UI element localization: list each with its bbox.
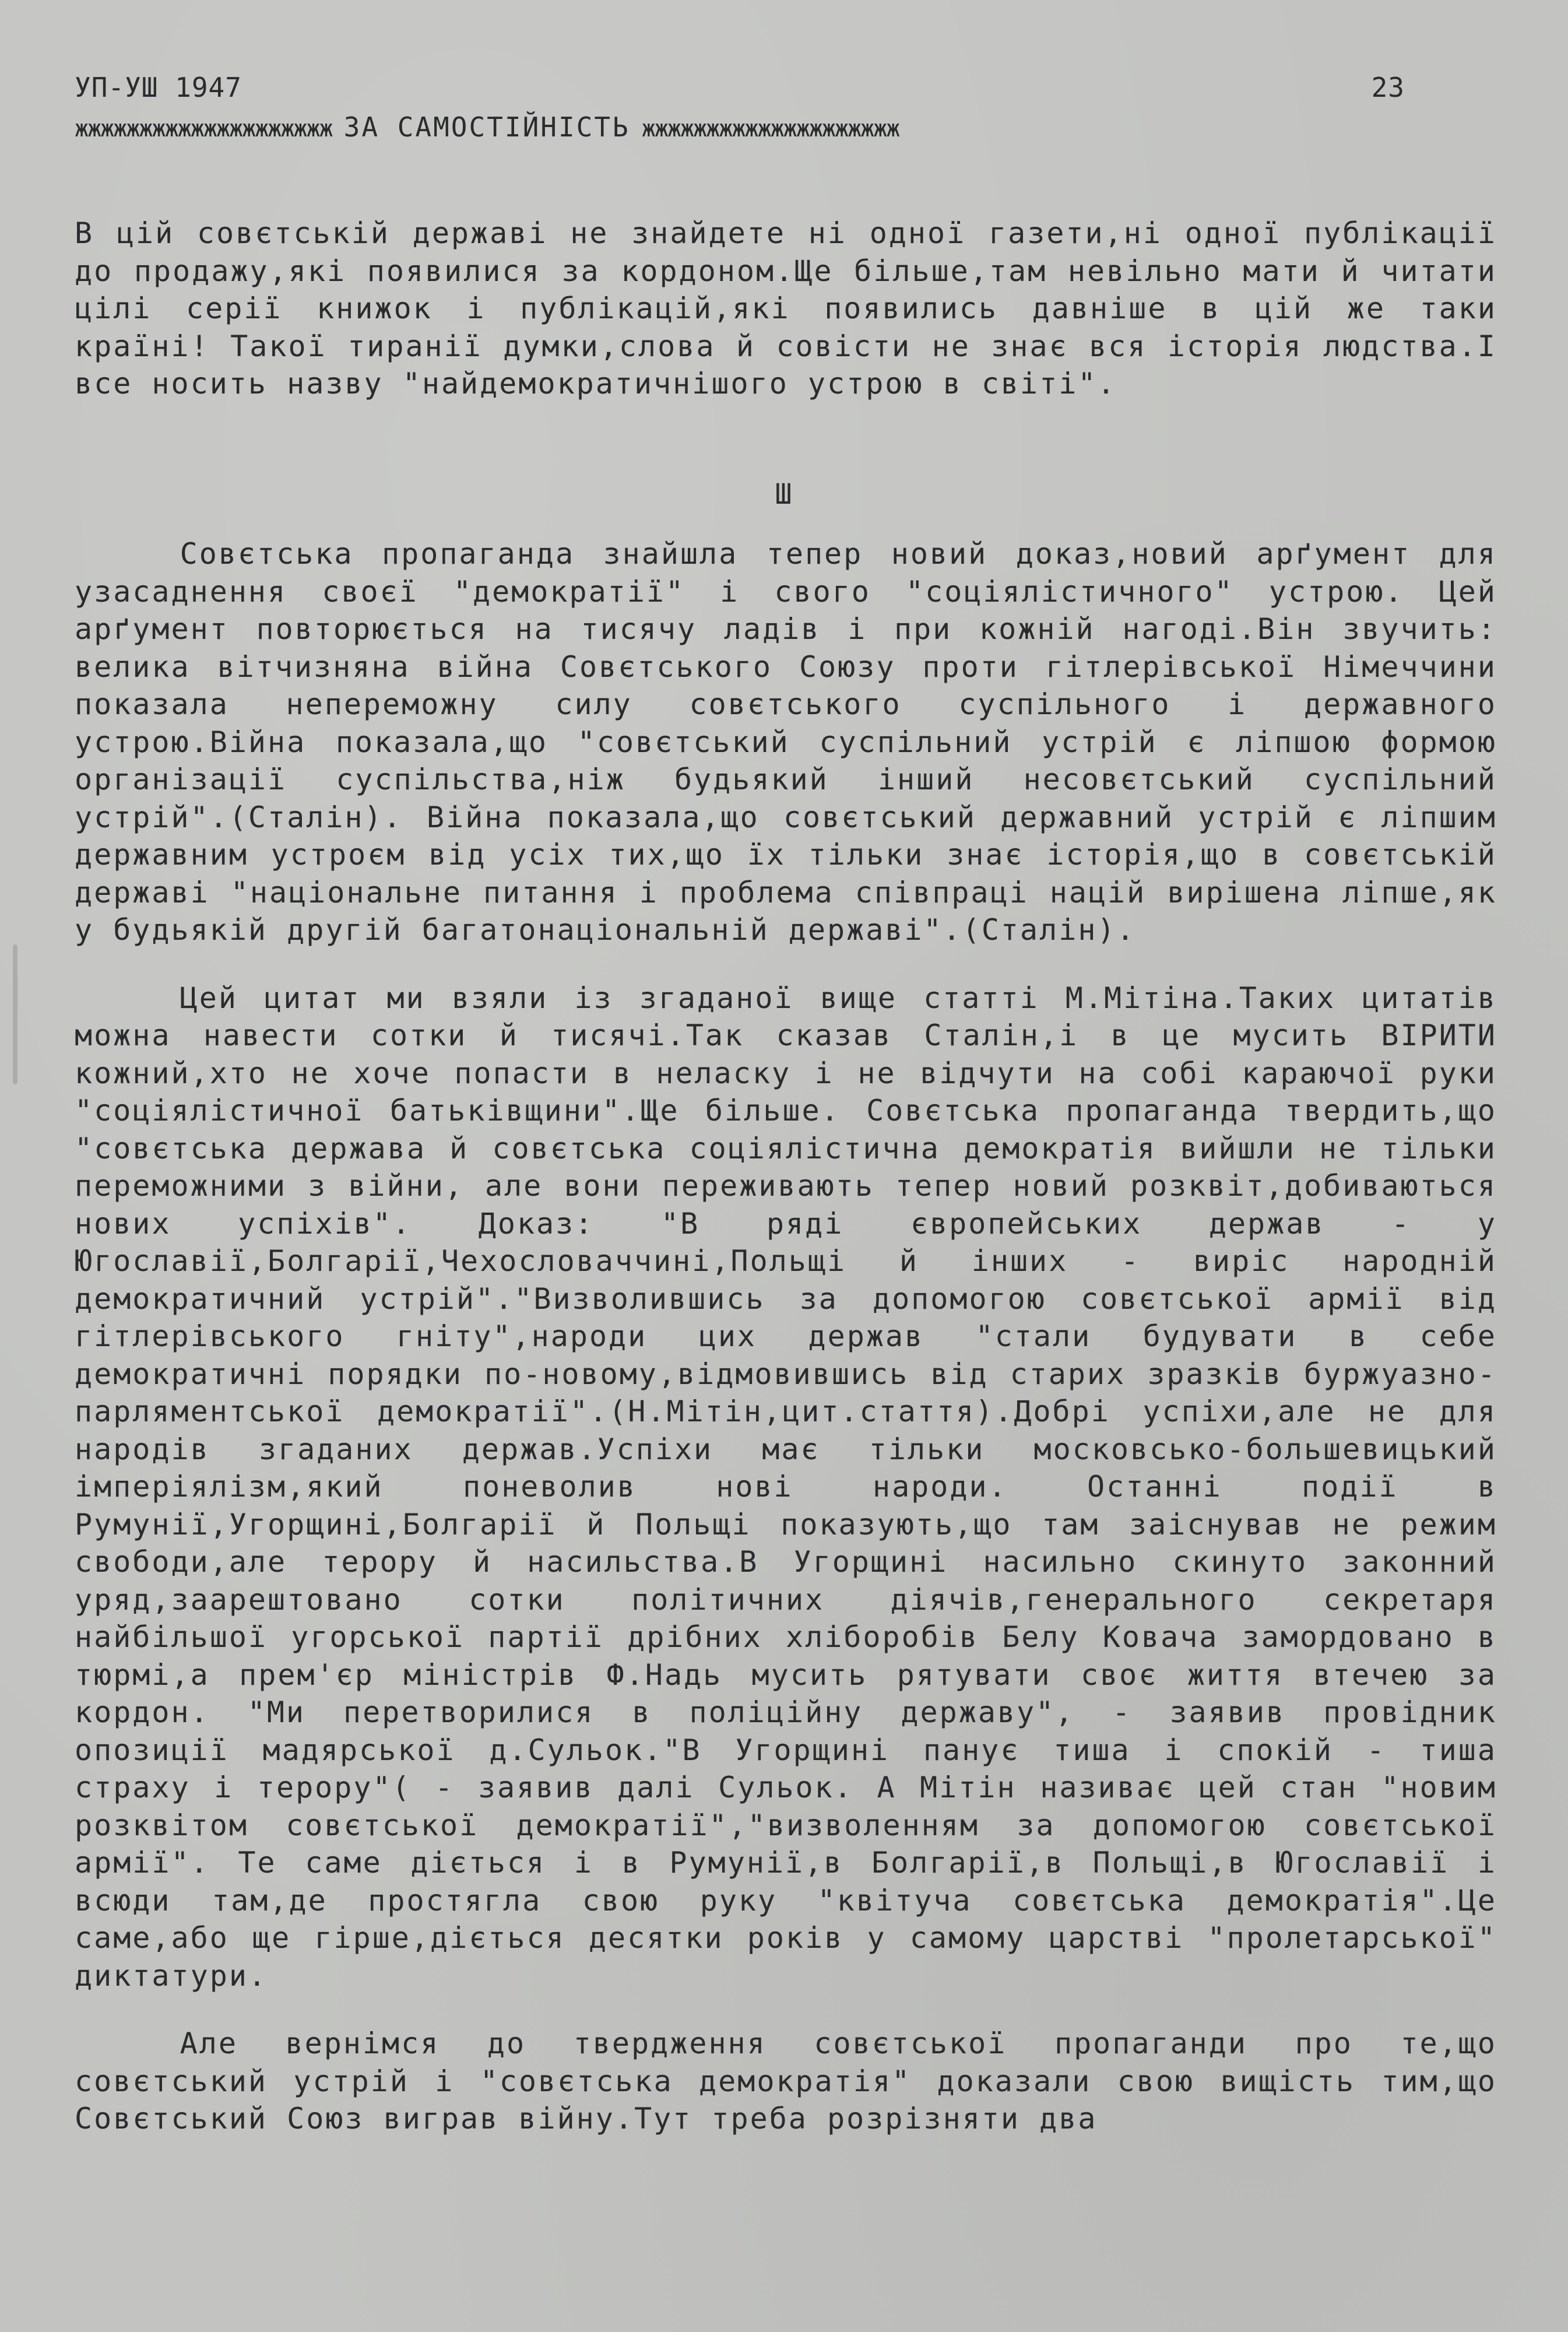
section-paragraph-3: Але вернімся до твердження совєтської пропаганди про те,що совєтський устрій і "совєтська демократія" доказали свою вищість тим,що Совєтський Союз виграв війну.Тут треба розрізняти два <box>75 2027 1497 2136</box>
masthead-right-filler: жжжжжжжжжжжжжжжжжжжж <box>641 115 899 142</box>
binding-mark <box>13 944 17 1084</box>
masthead <box>75 111 899 145</box>
section-paragraph-2: Цей цитат ми взяли із згаданої вище статті М.Мітіна.Таких цитатів можна навести сотки й тисячі.Так сказав Сталін,і в це мусить ВІРИТИ кожний,хто не хоче попасти в неласку і не відчути на собі караючої руки "соціялістичної батьківщини".Ще більше. Совєтська пропаганда твердить,що "совєтська держава й совєтська соціялістична демократія вийшли не тільки переможними з війни, але вони переживають тепер новий розквіт,добиваються нових успіхів". Доказ: "В ряді європейських держав - у Югославії,Болгарії,Чехословаччині,Польщі й інших - виріс народній демократичний устрій"."Визволившись за допомогою совєтської армії від гітлерівського гніту",народи цих держав "стали будувати в себе демократичні порядки по-новому,відмовившись від старих зразків буржуазно-парляментської демократії".(Н.Мітін,цит.стаття).Добрі успіхи,але не для народів згаданих держав.Успіхи має тільки московсько-большевицький імперіялізм,який поневолив нові народи. Останні події в Румунії,Угорщині,Болгарії й Польщі показують,що там заіснував не режим свободи,але терору й насильства.В Угорщині насильно скинуто законний уряд,заарештовано сотки політичних діячів,генерального секретаря найбільшої угорської партії дрібних хліборобів Белу Ковача замордовано в тюрмі,а прем'єр міністрів Ф.Надь мусить рятувати своє життя втечею за кордон. "Ми перетворилися в поліційну державу", - заявив провідник опозиції мадярської д.Сульок."В Угорщині панує тиша і спокій - тиша страху і терору"( - заявив далі Сульок. А Мітін називає цей стан "новим розквітом совєтської демократії","визволенням за допомогою совєтської армії". Те саме діється і в Румунії,в Болгарії,в Польщі,в Югославії і всюди там,де простягла свою руку "квітуча совєтська демократія".Це саме,або ще гірше,діється десятки років у самому царстві "пролетарської" диктатури. <box>75 981 1497 1993</box>
page-header <box>75 70 1405 105</box>
section-block <box>75 535 1497 2138</box>
section-heading: Ш <box>775 478 793 511</box>
page-number: 23 <box>1371 72 1405 103</box>
section-paragraph-1: Совєтська пропаганда знайшла тепер новий доказ,новий арґумент для узасаднення своєї "демократії" і свого "соціялістичного" устрою. Цей арґумент повторюється на тисячу ладів і при кожній нагоді.Він звучить: велика вітчизняна війна Совєтського Союзу проти гітлерівської Німеччини показала непереможну силу совєтського суспільного і державного устрою.Війна показала,що "совєтський суспільний устрій є ліпшою формою організації суспільства,ніж будьякий інший несовєтський суспільний устрій".(Сталін). Війна показала,що совєтський державний устрій є ліпшим державним устроєм від усіх тих,що їх тільки знає історія,що в совєтській державі "національне питання і проблема співпраці націй вирішена ліпше,як у будьякій другій багатонаціональній державі".(Сталін). <box>75 537 1497 947</box>
issue-date: УП-УШ 1947 <box>75 72 242 103</box>
masthead-left-filler: жжжжжжжжжжжжжжжжжжжж <box>75 115 332 142</box>
masthead-title: ЗА САМОСТІЙНІСТЬ <box>343 111 630 143</box>
intro-paragraph: В цій совєтській державі не знайдете ні одної газети,ні одної публікації до продажу,які появилися за кордоном.Ще більше,там невільно мати й читати цілі серії книжок і публікацій,які появились давніше в цій же таки країні! Такої тиранії думки,слова й совісти не знає вся історія людства.І все носить назву "найдемократичнішого устрою в світі". <box>75 216 1497 401</box>
intro-block <box>75 215 1497 403</box>
